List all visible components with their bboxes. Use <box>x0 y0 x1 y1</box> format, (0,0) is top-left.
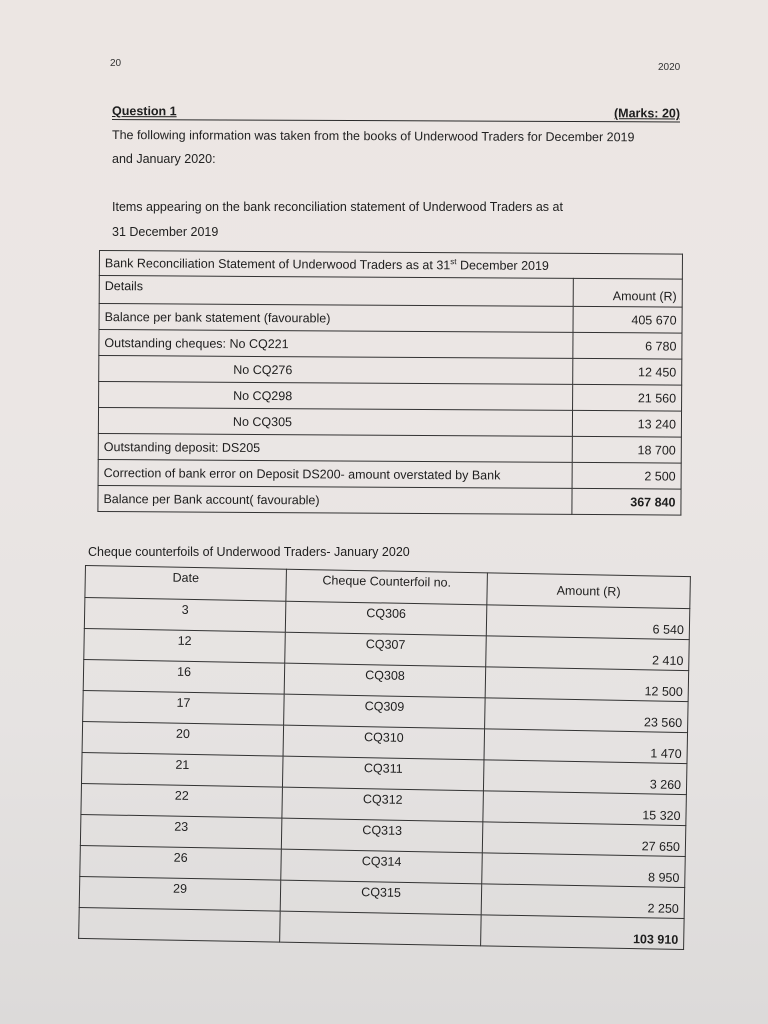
cell-cheque-no: CQ314 <box>281 849 483 884</box>
row-detail: Balance per bank statement (favourable) <box>99 304 573 333</box>
row-amount: 405 670 <box>573 306 682 333</box>
table-row <box>99 304 682 334</box>
intro-line-1: The following information was taken from the books of Underwood Traders for December 2019 <box>111 128 635 145</box>
cell-cheque-no: CQ311 <box>282 756 484 791</box>
cell-amount: 1 470 <box>484 729 688 764</box>
cell-date: 16 <box>83 659 285 694</box>
page-number-right: 2020 <box>658 62 681 73</box>
items-line-2: 31 December 2019 <box>112 225 219 239</box>
cell-cheque-no: CQ310 <box>283 725 485 760</box>
cell-empty <box>280 911 482 946</box>
col-header-details: Details <box>99 276 573 307</box>
table-row <box>99 382 682 412</box>
cell-amount: 15 320 <box>483 791 687 826</box>
cell-date: 17 <box>83 690 285 725</box>
cell-cheque-no: CQ312 <box>282 787 484 822</box>
cheque-counterfoils-table <box>78 565 691 950</box>
table-total-row <box>98 485 681 515</box>
row-detail: No CQ305 <box>98 408 572 437</box>
page-number-left: 20 <box>110 58 122 69</box>
table-row <box>99 330 682 360</box>
cell-amount: 2 410 <box>486 636 690 671</box>
cell-date: 26 <box>80 845 282 880</box>
row-detail: Correction of bank error on Deposit DS200- amount overstated by Bank <box>98 459 572 488</box>
row-amount: 6 780 <box>573 332 682 359</box>
question-title: Question 1 <box>112 104 177 119</box>
col-header-amount: Amount (R) <box>487 573 691 609</box>
row-detail: No CQ298 <box>99 382 573 411</box>
cell-date: 20 <box>82 721 284 756</box>
cell-amount: 2 250 <box>481 884 685 919</box>
cell-amount: 23 560 <box>485 698 689 733</box>
row-detail: Outstanding deposit: DS205 <box>98 433 572 462</box>
cell-date: 3 <box>84 598 286 633</box>
table-title: Bank Reconciliation Statement of Underwood Traders as at 31st December 2019 <box>99 251 682 280</box>
row-amount: 21 560 <box>573 384 682 411</box>
cell-amount: 6 540 <box>486 605 690 640</box>
row-amount: 13 240 <box>572 410 681 437</box>
col-header-amount: Amount (R) <box>573 278 682 307</box>
cell-amount: 3 260 <box>483 760 687 795</box>
col-header-date: Date <box>85 566 287 602</box>
row-detail: Outstanding cheques: No CQ221 <box>99 330 573 359</box>
cell-cheque-no: CQ313 <box>281 818 483 853</box>
bank-reconciliation-table <box>97 250 683 516</box>
cell-date: 23 <box>80 814 282 849</box>
cell-cheque-no: CQ315 <box>280 880 482 915</box>
row-amount: 18 700 <box>572 436 681 463</box>
cell-date: 29 <box>79 876 281 911</box>
cell-empty <box>79 907 281 942</box>
cheque-table-caption: Cheque counterfoils of Underwood Traders- January 2020 <box>88 545 410 559</box>
row-amount: 12 450 <box>573 358 682 385</box>
cell-amount: 27 650 <box>482 822 686 857</box>
cell-date: 22 <box>81 783 283 818</box>
cell-cheque-no: CQ307 <box>285 632 487 667</box>
cell-amount: 12 500 <box>485 667 689 702</box>
items-line-1: Items appearing on the bank reconciliation statement of Underwood Traders as at <box>112 200 563 214</box>
table-row <box>98 433 681 463</box>
table-row <box>98 459 681 489</box>
table-header-row <box>99 276 682 308</box>
table-row <box>99 356 682 386</box>
cell-date: 12 <box>84 628 286 663</box>
question-marks: (Marks: 20) <box>614 106 681 121</box>
question-heading <box>112 104 680 122</box>
cell-total-amount: 103 910 <box>481 915 685 950</box>
intro-line-2: and January 2020: <box>112 152 216 166</box>
row-detail: No CQ276 <box>99 356 573 385</box>
row-detail: Balance per Bank account( favourable) <box>98 485 572 514</box>
row-amount-total: 367 840 <box>572 488 681 515</box>
cell-cheque-no: CQ306 <box>285 601 487 636</box>
row-amount: 2 500 <box>572 462 681 489</box>
table-title-row <box>99 251 682 280</box>
col-header-cheque-no: Cheque Counterfoil no. <box>286 569 488 605</box>
cell-date: 21 <box>81 752 283 787</box>
cell-cheque-no: CQ309 <box>284 694 486 729</box>
cell-amount: 8 950 <box>482 853 686 888</box>
cell-cheque-no: CQ308 <box>284 663 486 698</box>
table-row <box>98 408 681 438</box>
